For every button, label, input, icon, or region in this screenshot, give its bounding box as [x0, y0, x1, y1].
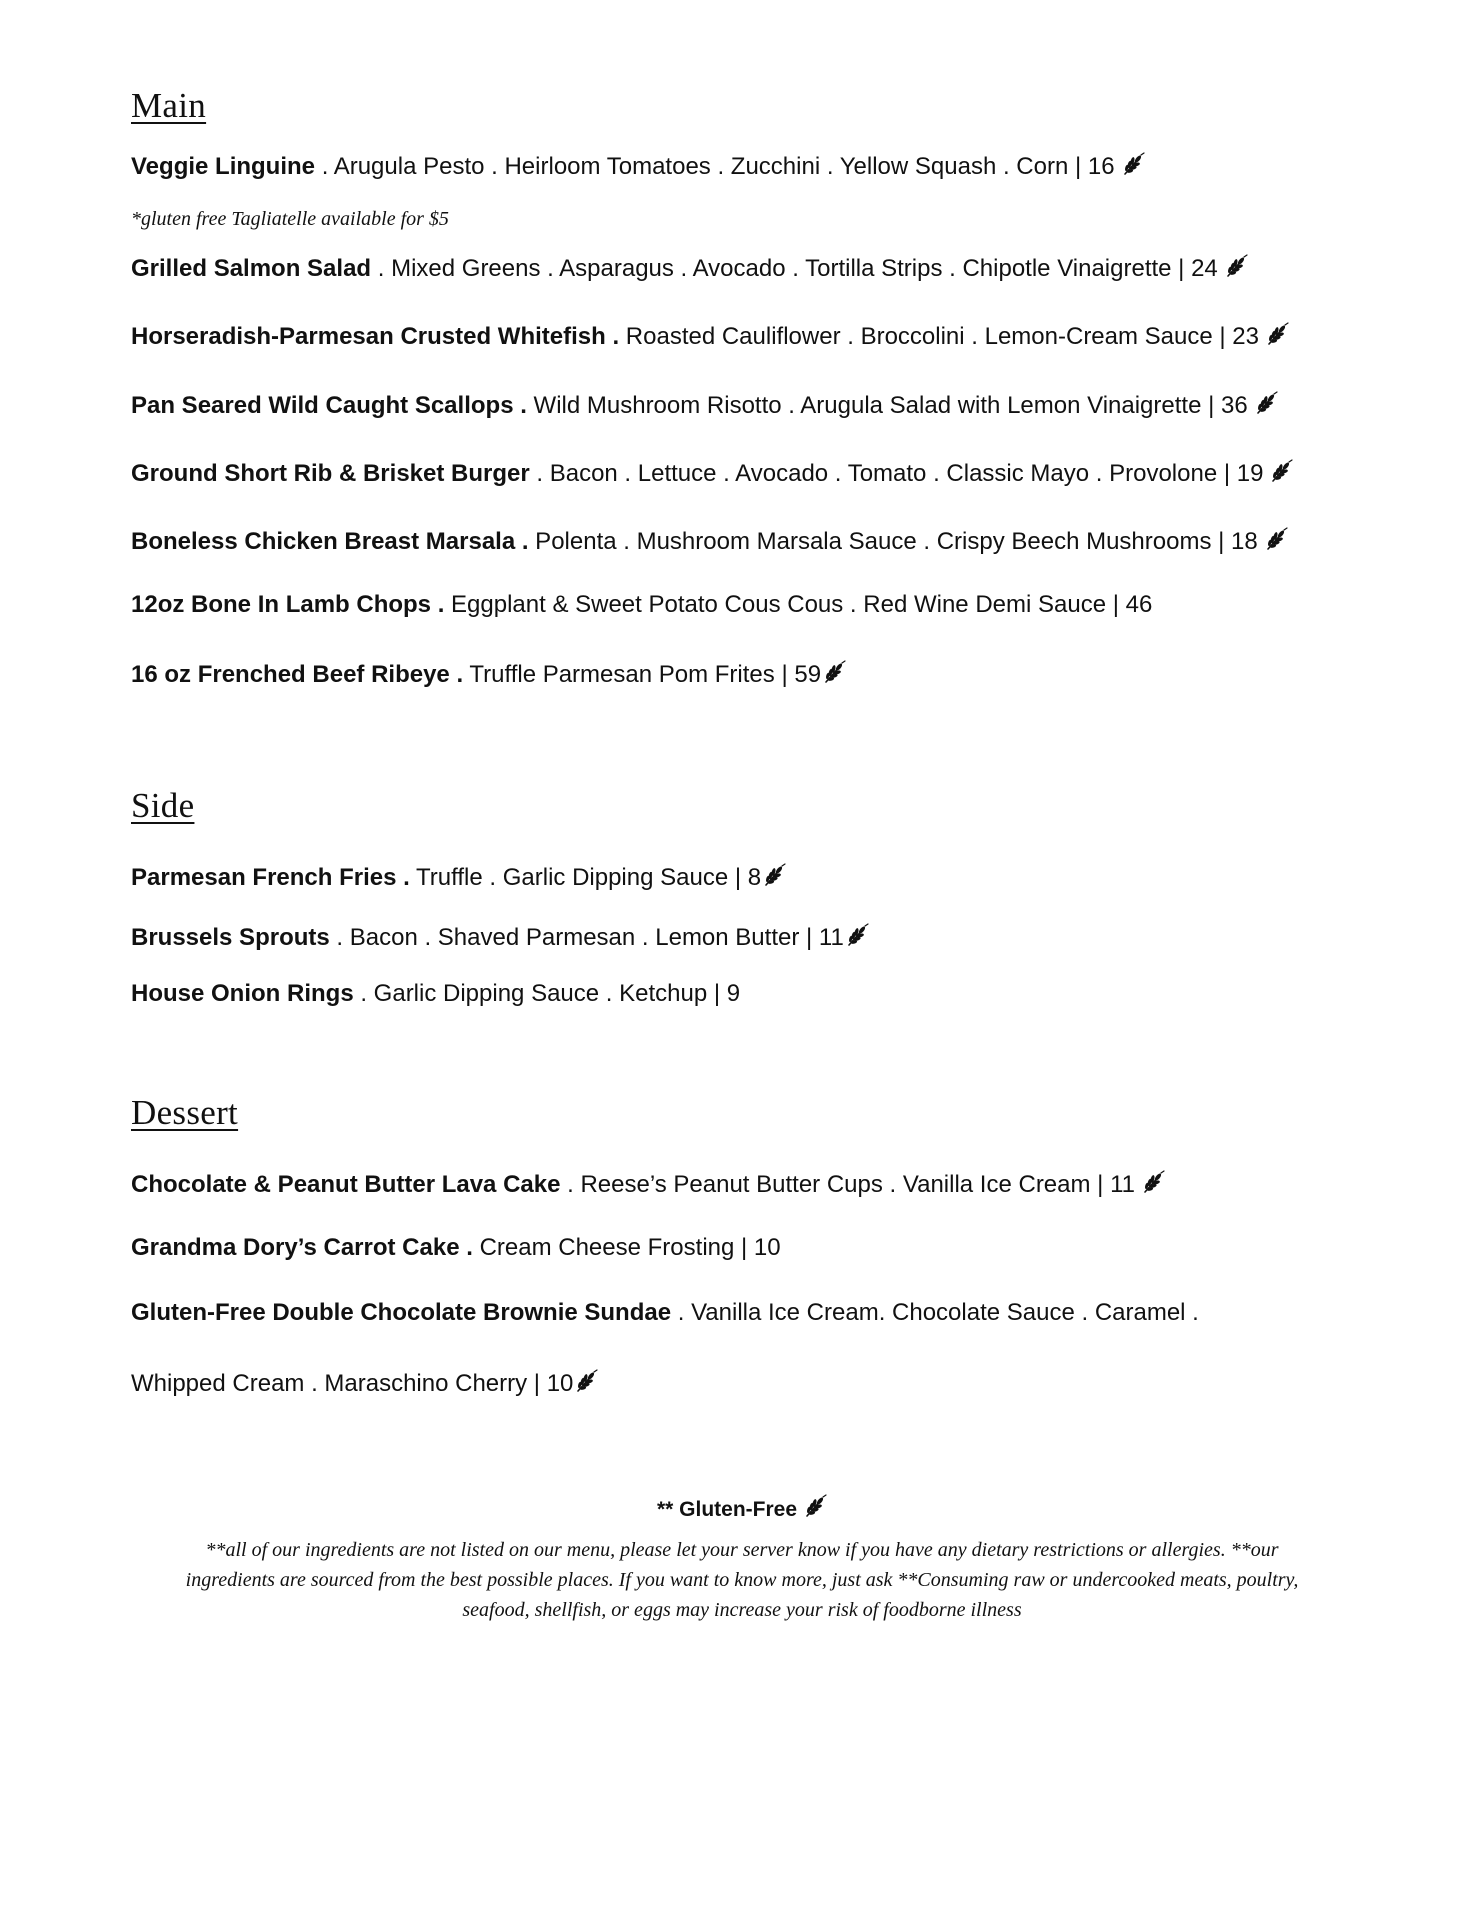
item-description: . Reese’s Peanut Butter Cups . Vanilla Ice Cream | 11 — [560, 1171, 1135, 1198]
item-name: Veggie Linguine — [131, 153, 316, 180]
menu-item-brownie-sundae — [131, 1301, 1199, 1325]
item-description: Wild Mushroom Risotto . Arugula Salad with Lemon Vinaigrette | 36 — [526, 392, 1248, 419]
disclaimer — [120, 1535, 1364, 1625]
menu-item-veggie-linguine — [131, 152, 1145, 179]
item-name: Grandma Dory’s Carrot Cake . — [131, 1234, 473, 1261]
menu-item-chicken-marsala — [131, 527, 1288, 554]
disclaimer-line: ingredients are sourced from the best possible places. If you want to know more, just ask **Consuming raw or undercooked meats, poultry, — [185, 1569, 1299, 1591]
item-description: . Garlic Dipping Sauce . Ketchup | 9 — [353, 980, 741, 1007]
item-description: . Vanilla Ice Cream. Chocolate Sauce . Caramel . — [671, 1299, 1199, 1326]
item-description: Eggplant & Sweet Potato Cous Cous . Red Wine Demi Sauce | 46 — [444, 591, 1153, 618]
menu-item-lava-cake — [131, 1170, 1165, 1197]
menu-item-scallops — [131, 391, 1278, 418]
gluten-free-note: *gluten free Tagliatelle available for $5 — [131, 208, 449, 230]
item-name: Gluten-Free Double Chocolate Brownie Sundae — [131, 1299, 672, 1326]
section-heading-dessert: Dessert — [131, 1093, 239, 1132]
item-name: 16 oz Frenched Beef Ribeye . — [131, 661, 464, 688]
wheat-icon — [1121, 152, 1145, 176]
menu-item-lamb-chops — [131, 593, 1152, 617]
wheat-icon — [762, 863, 786, 887]
wheat-icon — [1254, 391, 1278, 415]
wheat-icon — [1269, 459, 1293, 483]
item-name: Parmesan French Fries . — [131, 864, 410, 891]
wheat-icon — [1224, 254, 1248, 278]
item-name: Horseradish-Parmesan Crusted Whitefish . — [131, 323, 620, 350]
item-name: Brussels Sprouts — [131, 924, 330, 951]
item-description: Whipped Cream . Maraschino Cherry | 10 — [131, 1370, 574, 1397]
item-name: House Onion Rings — [131, 980, 354, 1007]
item-name: Chocolate & Peanut Butter Lava Cake — [131, 1171, 561, 1198]
menu-item-ribeye — [131, 660, 846, 687]
menu-item-onion-rings — [131, 982, 740, 1006]
disclaimer-line: **all of our ingredients are not listed on our menu, please let your server know if you have any dietary restrictions or allergies. **our — [205, 1539, 1279, 1561]
item-description: Roasted Cauliflower . Broccolini . Lemon-Cream Sauce | 23 — [619, 323, 1259, 350]
item-name: Boneless Chicken Breast Marsala . — [131, 528, 529, 555]
item-description: Truffle . Garlic Dipping Sauce | 8 — [409, 864, 762, 891]
gluten-free-legend — [0, 1494, 1484, 1522]
menu-item-carrot-cake — [131, 1236, 781, 1260]
legend-label: ** Gluten-Free — [656, 1498, 798, 1521]
item-description: . Mixed Greens . Asparagus . Avocado . Tortilla Strips . Chipotle Vinaigrette | 24 — [371, 255, 1218, 282]
wheat-icon — [845, 923, 869, 947]
menu-item-burger — [131, 459, 1293, 486]
item-description: Polenta . Mushroom Marsala Sauce . Crispy Beech Mushrooms | 18 — [528, 528, 1258, 555]
item-name: 12oz Bone In Lamb Chops . — [131, 591, 445, 618]
item-description: Cream Cheese Frosting | 10 — [472, 1234, 781, 1261]
wheat-icon — [1141, 1170, 1165, 1194]
menu-item-grilled-salmon-salad — [131, 254, 1248, 281]
item-name: Pan Seared Wild Caught Scallops . — [131, 392, 527, 419]
wheat-icon — [1265, 322, 1289, 346]
item-name: Ground Short Rib & Brisket Burger — [131, 460, 530, 487]
wheat-icon — [822, 660, 846, 684]
item-description: Truffle Parmesan Pom Frites | 59 — [463, 661, 822, 688]
menu-item-brownie-sundae-continued — [131, 1369, 598, 1396]
section-heading-main: Main — [131, 86, 207, 125]
item-name: Grilled Salmon Salad — [131, 255, 372, 282]
item-description: . Bacon . Lettuce . Avocado . Tomato . Classic Mayo . Provolone | 19 — [529, 460, 1264, 487]
wheat-icon — [574, 1369, 598, 1393]
menu-item-brussels-sprouts — [131, 923, 869, 950]
menu-item-whitefish — [131, 322, 1289, 349]
section-heading-side: Side — [131, 786, 195, 825]
item-description: . Arugula Pesto . Heirloom Tomatoes . Zucchini . Yellow Squash . Corn | 16 — [315, 153, 1115, 180]
wheat-icon — [1264, 527, 1288, 551]
menu-item-parmesan-fries — [131, 863, 786, 890]
item-description: . Bacon . Shaved Parmesan . Lemon Butter | 11 — [329, 924, 844, 951]
wheat-icon — [803, 1494, 827, 1518]
disclaimer-line: seafood, shellfish, or eggs may increase your risk of foodborne illness — [462, 1599, 1022, 1621]
